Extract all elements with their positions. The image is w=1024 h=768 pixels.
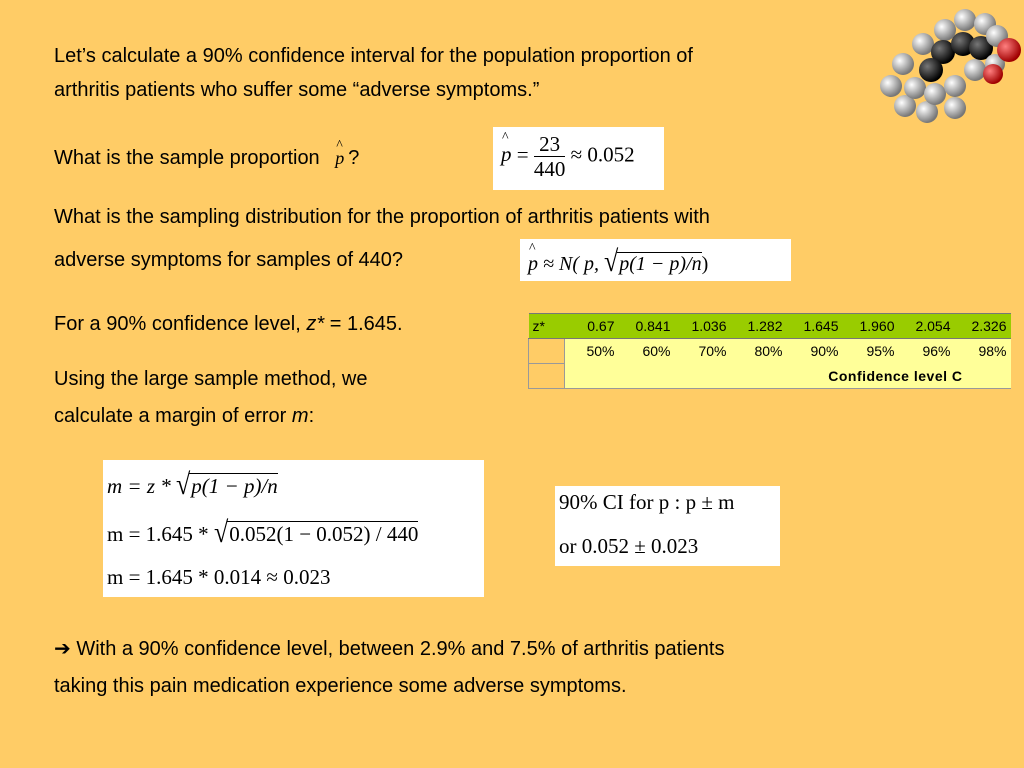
arrow-icon: ➔	[54, 638, 71, 660]
ci-line-1: 90% CI for p : p ± m	[559, 490, 735, 514]
normal-notation: ≈ N( p,	[543, 253, 599, 275]
z-value: 2.054	[899, 314, 955, 339]
sampling-distribution-formula	[520, 239, 791, 281]
empty-cell	[529, 339, 565, 364]
z-table	[528, 313, 1011, 389]
level-value: 95%	[843, 339, 899, 364]
z-header: z*	[529, 314, 565, 339]
sqrt-argument: p(1 − p)/n	[619, 253, 702, 275]
level-value: 80%	[731, 339, 787, 364]
intro-line-1: Let’s calculate a 90% confidence interval for the population proportion of	[54, 45, 693, 67]
p-hat: ^ p	[501, 142, 512, 167]
numerator: 23	[534, 132, 566, 157]
z-value: 1.960	[843, 314, 899, 339]
conclusion-line-1	[54, 633, 724, 665]
z-sentence-pre: For a 90% confidence level,	[54, 313, 307, 335]
z-value: 2.326	[955, 314, 1011, 339]
m-equation-lhs: m = z *	[107, 474, 171, 498]
method-text: calculate a margin of error	[54, 405, 292, 427]
molecule-icon	[875, 8, 1024, 130]
levels-row	[529, 339, 1011, 364]
sqrt-icon: √	[213, 515, 229, 550]
method-line-1: Using the large sample method, we	[54, 368, 368, 390]
fraction	[534, 132, 566, 181]
p-hat-symbol: ^ p	[335, 142, 344, 174]
level-value: 98%	[955, 339, 1011, 364]
intro-line-2: arthritis patients who suffer some “adverse symptoms.”	[54, 79, 540, 101]
level-value: 90%	[787, 339, 843, 364]
approx-value: ≈ 0.052	[570, 142, 635, 167]
sqrt-icon: √	[603, 244, 619, 279]
sqrt-icon: √	[176, 467, 191, 502]
confidence-interval-formula	[555, 486, 780, 566]
z-value: 1.036	[675, 314, 731, 339]
sqrt-argument: 0.052(1 − 0.052) / 440	[229, 522, 419, 546]
z-value: 0.67	[565, 314, 619, 339]
q2-line-1: What is the sampling distribution for the proportion of arthritis patients with	[54, 206, 710, 228]
p-hat: ^ p	[528, 253, 538, 276]
method-line-2	[54, 400, 314, 432]
confidence-level-caption: Confidence level C	[565, 364, 1011, 389]
level-value: 50%	[565, 339, 619, 364]
denominator: 440	[533, 157, 566, 181]
z-sentence	[54, 308, 403, 340]
z-value: 1.282	[731, 314, 787, 339]
q1-question: What is the sample proportion	[54, 147, 320, 169]
m-result: m = 1.645 * 0.014 ≈ 0.023	[107, 565, 331, 589]
q1-question-mark: ?	[348, 147, 360, 169]
z-values-row	[529, 314, 1011, 339]
empty-cell	[529, 364, 565, 389]
q2-line-2: adverse symptoms for samples of 440?	[54, 249, 404, 271]
level-value: 96%	[899, 339, 955, 364]
conclusion-text: With a 90% confidence level, between 2.9% and 7.5% of arthritis patients	[70, 638, 725, 660]
conclusion-line-2: taking this pain medication experience some adverse symptoms.	[54, 675, 627, 697]
sample-proportion-formula: ^ p = $\frac{23}{440}$ ≈ 0.052	[493, 127, 664, 190]
z-value: 0.841	[619, 314, 675, 339]
colon: :	[308, 405, 315, 427]
z-star: z*	[306, 313, 325, 335]
ci-line-2: or 0.052 ± 0.023	[559, 534, 699, 558]
z-value: 1.645	[787, 314, 843, 339]
sqrt-argument: p(1 − p)/n	[191, 474, 278, 498]
level-value: 60%	[619, 339, 675, 364]
m-symbol: m	[291, 405, 309, 427]
q1-text	[54, 142, 359, 174]
level-value: 70%	[675, 339, 731, 364]
caption-row	[529, 364, 1011, 389]
close-paren: )	[701, 253, 709, 275]
m-numeric-lhs: m = 1.645 *	[107, 522, 209, 546]
margin-of-error-formula	[103, 460, 484, 597]
z-sentence-post: = 1.645.	[324, 313, 403, 335]
